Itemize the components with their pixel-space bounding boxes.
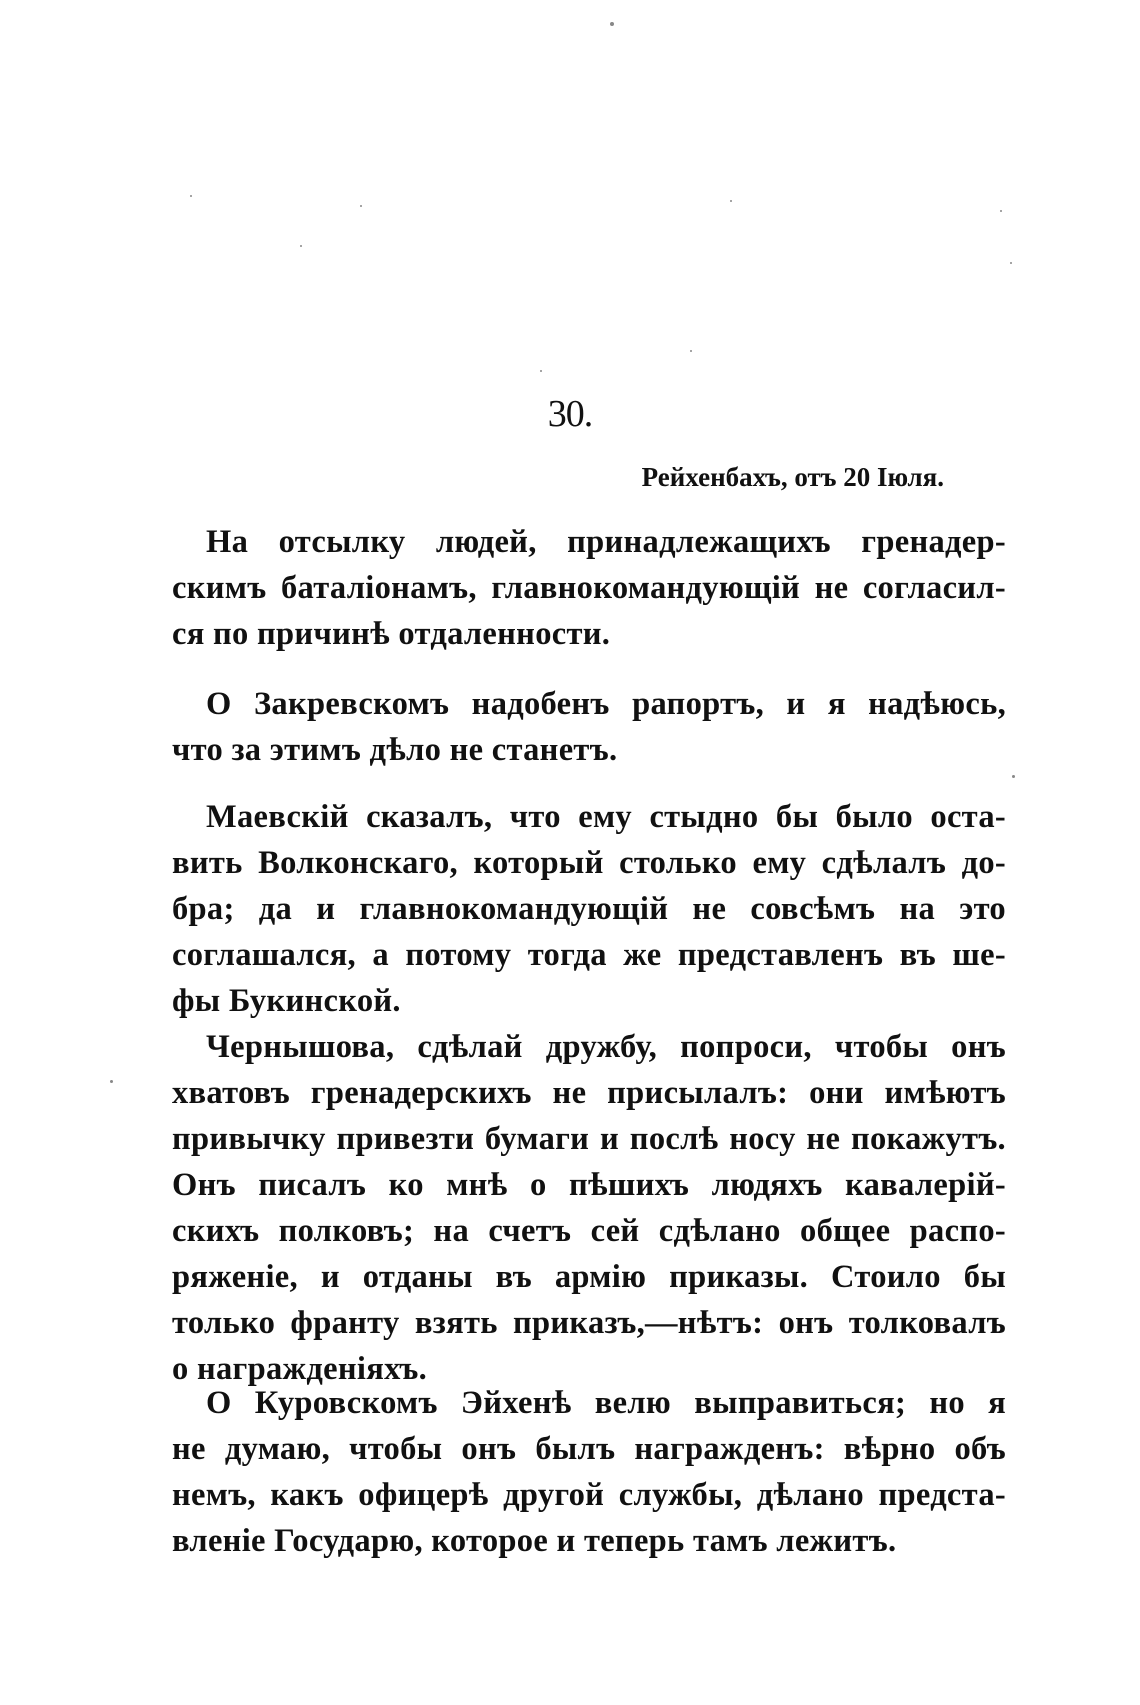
text-line: ся по причинѣ отдаленности.	[172, 616, 611, 652]
text-line: немъ, какъ офицерѣ другой службы, дѣлано предста-	[172, 1477, 1006, 1513]
text-line: о награжденіяхъ.	[172, 1351, 428, 1387]
print-speck	[190, 195, 192, 197]
print-speck	[1000, 210, 1002, 212]
print-speck	[540, 370, 542, 372]
text-line: скихъ полковъ; на счетъ сей сдѣлано общее распо-	[172, 1213, 1006, 1249]
print-speck	[360, 205, 362, 207]
letter-number: 30.	[547, 393, 593, 435]
text-line: ряженіе, и отданы въ армію приказы. Стоило бы	[172, 1259, 1006, 1295]
print-speck	[110, 1080, 113, 1083]
print-speck	[690, 350, 692, 352]
text-line: Онъ писалъ ко мнѣ о пѣшихъ людяхъ кавалерій-	[172, 1167, 1006, 1203]
text-line: Чернышова, сдѣлай дружбу, попроси, чтобы онъ	[206, 1029, 1006, 1065]
paragraph-2	[172, 681, 1006, 773]
print-speck	[300, 245, 302, 247]
text-line: что за этимъ дѣло не станетъ.	[172, 732, 618, 768]
text-line: скимъ баталіонамъ, главнокомандующій не согласил-	[172, 570, 1006, 606]
letter-dateline: Рейхенбахъ, отъ 20 Іюля.	[641, 462, 944, 492]
text-line: О Закревскомъ надобенъ рапортъ, и я надѣюсь,	[206, 686, 1006, 722]
paragraph-3	[172, 794, 1006, 1024]
print-speck	[730, 200, 732, 202]
text-line: На отсылку людей, принадлежащихъ гренадер-	[206, 524, 1006, 560]
text-line: фы Букинской.	[172, 983, 401, 1019]
text-line: хватовъ гренадерскихъ не присылалъ: они имѣютъ	[172, 1075, 1006, 1111]
text-line: соглашался, а потому тогда же представленъ въ ше-	[172, 937, 1006, 973]
text-line: вить Волконскаго, который столько ему сдѣлалъ до-	[172, 845, 1006, 881]
text-line: не думаю, чтобы онъ былъ награжденъ: вѣрно объ	[172, 1431, 1006, 1467]
text-line: О Куровскомъ Эйхенѣ велю выправиться; но я	[206, 1385, 1006, 1421]
print-speck	[1012, 775, 1015, 778]
text-line: вленіе Государю, которое и теперь тамъ лежитъ.	[172, 1523, 897, 1559]
text-line: только франту взять приказъ,—нѣтъ: онъ толковалъ	[172, 1305, 1006, 1341]
text-line: Маевскій сказалъ, что ему стыдно бы было оста-	[206, 799, 1006, 835]
print-speck	[610, 22, 614, 26]
paragraph-5	[172, 1380, 1006, 1564]
print-speck	[1010, 262, 1012, 264]
text-line: бра; да и главнокомандующій не совсѣмъ на это	[172, 891, 1006, 927]
paragraph-4	[172, 1024, 1006, 1392]
text-line: привычку привезти бумаги и послѣ носу не покажутъ.	[172, 1121, 1006, 1157]
paragraph-1	[172, 519, 1006, 657]
